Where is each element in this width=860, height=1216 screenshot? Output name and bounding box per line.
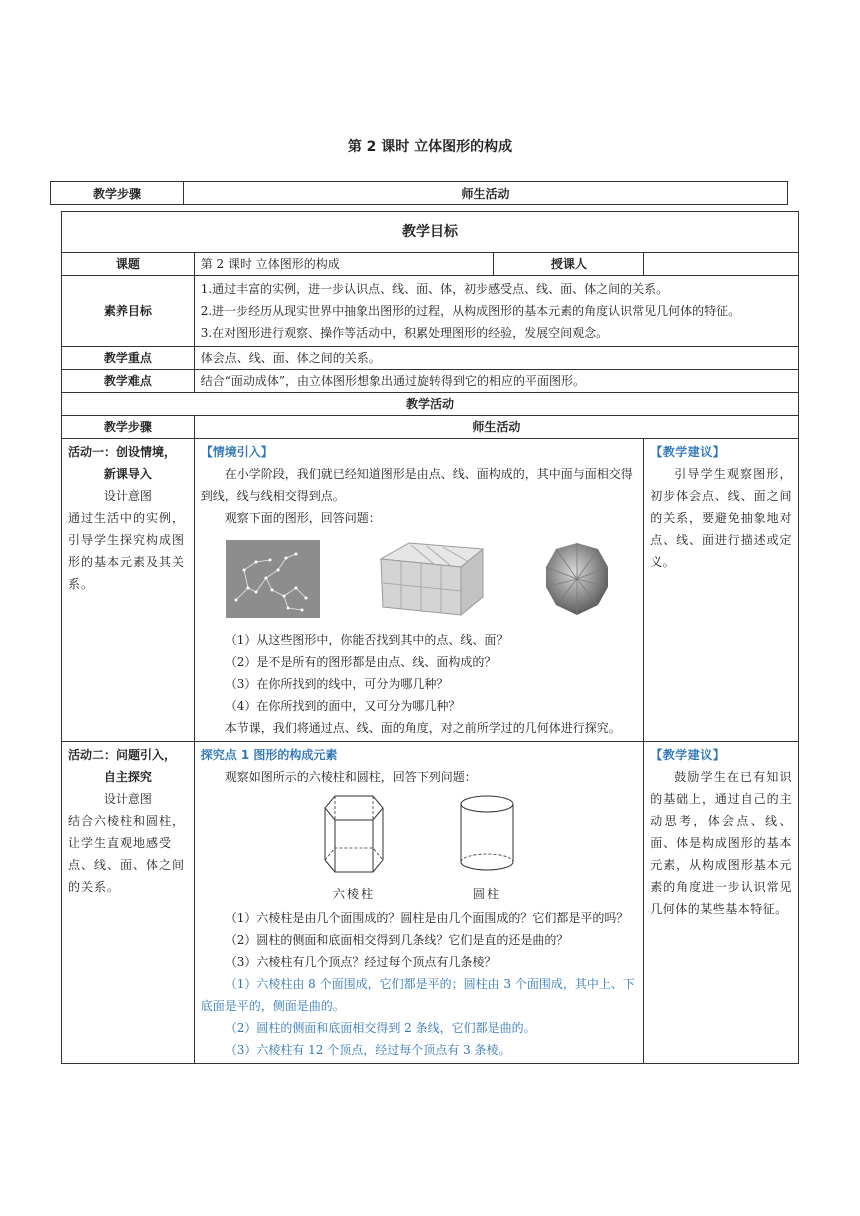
activity1-images <box>201 529 638 629</box>
activity1-question: （4）在你所找到的面中，又可分为哪几种？ <box>224 699 461 713</box>
teacher-label: 授课人 <box>494 253 644 276</box>
activity2-figures <box>201 788 638 907</box>
key-point-value: 体会点、线、面、体之间的关系。 <box>194 347 798 370</box>
activity2-question: （3）六棱柱有几个顶点？经过每个顶点有几条棱？ <box>224 955 497 969</box>
header-steps: 教学步骤 <box>51 182 184 205</box>
key-point-label: 教学重点 <box>62 347 195 370</box>
activity2-suggest-tag: 【教学建议】 <box>650 748 726 762</box>
activity1-question: （2）是不是所有的图形都是由点、线、面构成的？ <box>224 655 497 669</box>
activity2-content <box>194 742 644 1064</box>
lesson-plan-table <box>61 211 799 1064</box>
star-map-image <box>226 540 320 618</box>
activity2-intent-text: 结合六棱柱和圆柱，让学生直观地感受点、线、面、体之间的关系。 <box>68 814 186 894</box>
activity1-intent-label: 设计意图 <box>103 489 152 503</box>
literacy-item: 2.进一步经历从现实世界中抽象出图形的过程，从构成图形的基本元素的角度认识常见几何体的特征。 <box>200 304 741 318</box>
cylinder-figure <box>457 792 517 905</box>
activity1-para1: 在小学阶段，我们就已经知道图形是由点、线、面构成的，其中面与面相交得到线，线与线相交得到点。 <box>200 467 633 503</box>
activity2-suggest-text: 鼓励学生在已有知识的基础上，通过自己的主动思考，体会点、线、面、体是构成图形的基本元素，从构成图形基本元素的角度进一步认识常见几何体的某些基本特征。 <box>650 770 792 916</box>
cylinder-label: 圆柱 <box>472 887 501 901</box>
teacher-value <box>644 253 799 276</box>
activity1-section-tag: 【情境引入】 <box>200 445 273 459</box>
hexagonal-prism-figure <box>321 792 387 905</box>
hexagonal-prism-drawing <box>321 792 387 876</box>
literacy-label: 素养目标 <box>62 276 195 347</box>
activity2-answer: （3）六棱柱有 12 个顶点，经过每个顶点有 3 条棱。 <box>224 1043 511 1057</box>
literacy-goals <box>194 276 798 347</box>
top-header-table <box>50 181 788 205</box>
activity2-suggestion <box>644 742 799 1064</box>
activities-heading: 教学活动 <box>62 393 799 416</box>
activity1-para2: 观察下面的图形，回答问题： <box>224 511 381 525</box>
activity1-suggest-text: 引导学生观察图形，初步体会点、线、面之间的关系，要避免抽象地对点、线、面进行描述或定义。 <box>650 467 792 569</box>
activity1-suggest-tag: 【教学建议】 <box>650 445 726 459</box>
activity1-step <box>62 439 195 742</box>
storage-box-image <box>371 537 491 621</box>
activity1-title-2: 新课导入 <box>103 467 152 481</box>
topic-value: 第 2 课时 立体图形的构成 <box>194 253 494 276</box>
literacy-item: 3.在对图形进行观察、操作等活动中，积累处理图形的经验，发展空间观念。 <box>200 326 609 340</box>
activity1-para3: 本节课，我们将通过点、线、面的角度，对之前所学过的几何体进行探究。 <box>224 721 621 735</box>
activity2-section-tag: 探究点 1 图形的构成元素 <box>200 748 338 762</box>
activity2-intent-label: 设计意图 <box>103 792 152 806</box>
difficulty-label: 教学难点 <box>62 370 195 393</box>
activity1-title: 活动一：创设情境， <box>68 445 177 459</box>
activity2-answer: （1）六棱柱由 8 个面围成，它们都是平的；圆柱由 3 个面围成，其中上、下底面是平的，侧面是曲的。 <box>200 977 635 1013</box>
topic-label: 课题 <box>62 253 195 276</box>
activity2-para1: 观察如图所示的六棱柱和圆柱，回答下列问题： <box>224 770 477 784</box>
header-activities: 师生活动 <box>184 182 788 205</box>
activity2-title-2: 自主探究 <box>103 770 152 784</box>
page-title: 第 2 课时 立体图形的构成 <box>347 139 513 155</box>
activity1-question: （1）从这些图形中，你能否找到其中的点、线、面？ <box>224 633 509 647</box>
umbrella-image <box>542 539 612 619</box>
activity2-question: （1）六棱柱是由几个面围成的？圆柱是由几个面围成的？它们都是平的吗？ <box>224 911 629 925</box>
activity2-question: （2）圆柱的侧面和底面相交得到几条线？它们是直的还是曲的？ <box>224 933 569 947</box>
activity2-title: 活动二：问题引入， <box>68 748 177 762</box>
activity2-step <box>62 742 195 1064</box>
literacy-item: 1.通过丰富的实例，进一步认识点、线、面、体，初步感受点、线、面、体之间的关系。 <box>200 282 669 296</box>
activity1-intent-text: 通过生活中的实例，引导学生探究构成图形的基本元素及其关系。 <box>68 511 186 591</box>
objectives-heading: 教学目标 <box>62 212 799 253</box>
difficulty-value: 结合“面动成体”，由立体图形想象出通过旋转得到它的相应的平面图形。 <box>194 370 798 393</box>
cylinder-drawing <box>457 792 517 876</box>
activity2-answer: （2）圆柱的侧面和底面相交得到 2 条线，它们都是曲的。 <box>224 1021 536 1035</box>
activity1-content <box>194 439 644 742</box>
activities-col-header: 师生活动 <box>194 416 798 439</box>
hexagonal-prism-label: 六棱柱 <box>332 887 375 901</box>
steps-col-header: 教学步骤 <box>62 416 195 439</box>
activity1-suggestion <box>644 439 799 742</box>
activity1-question: （3）在你所找到的线中，可分为哪几种？ <box>224 677 449 691</box>
